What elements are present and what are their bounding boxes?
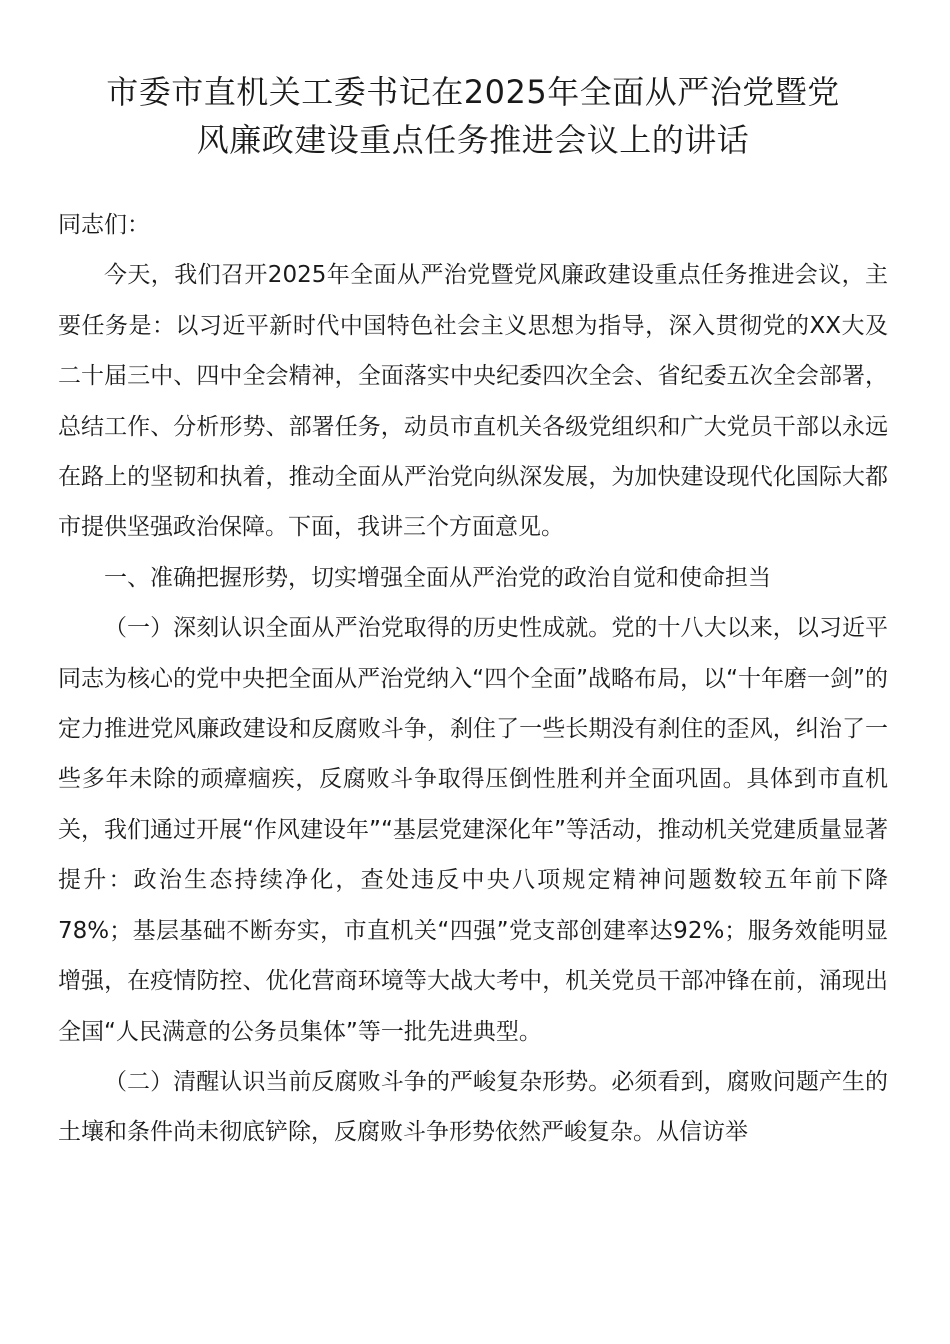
document-title xyxy=(58,68,888,164)
paragraph-subsection-2: （二）清醒认识当前反腐败斗争的严峻复杂形势。必须看到，腐败问题产生的土壤和条件尚未彻底铲除，反腐败斗争形势依然严峻复杂。从信访举 xyxy=(58,1068,888,1146)
paragraph-intro: 今天，我们召开2025年全面从严治党暨党风廉政建设重点任务推进会议，主要任务是：以习近平新时代中国特色社会主义思想为指导，深入贯彻党的XX大及二十届三中、四中全会精神，全面落实中央纪委四次全会、省纪委五次全会部署，总结工作、分析形势、部署任务，动员市直机关各级党组织和广大党员干部以永远在路上的坚韧和执着，推动全面从严治党向纵深发展，为加快建设现代化国际大都市提供坚强政治保障。下面，我讲三个方面意见。 xyxy=(58,262,888,541)
title-line-2: 风廉政建设重点任务推进会议上的讲话 xyxy=(196,121,750,159)
salutation: 同志们： xyxy=(58,212,150,238)
section-heading-1: 一、准确把握形势，切实增强全面从严治党的政治自觉和使命担当 xyxy=(104,564,771,591)
document-body xyxy=(58,200,888,1158)
document-page xyxy=(58,68,888,1158)
title-line-1: 市委市直机关工委书记在2025年全面从严治党暨党 xyxy=(106,73,840,111)
paragraph-subsection-1: （一）深刻认识全面从严治党取得的历史性成就。党的十八大以来，以习近平同志为核心的党中央把全面从严治党纳入“四个全面”战略布局，以“十年磨一剑”的定力推进党风廉政建设和反腐败斗争，刹住了一些长期没有刹住的歪风，纠治了一些多年未除的顽瘴痼疾，反腐败斗争取得压倒性胜利并全面巩固。具体到市直机关，我们通过开展“作风建设年”“基层党建深化年”等活动，推动机关党建质量显著提升：政治生态持续净化，查处违反中央八项规定精神问题数较五年前下降78%；基层基础不断夯实，市直机关“四强”党支部创建率达92%；服务效能明显增强，在疫情防控、优化营商环境等大战大考中，机关党员干部冲锋在前，涌现出全国“人民满意的公务员集体”等一批先进典型。 xyxy=(58,615,888,1045)
